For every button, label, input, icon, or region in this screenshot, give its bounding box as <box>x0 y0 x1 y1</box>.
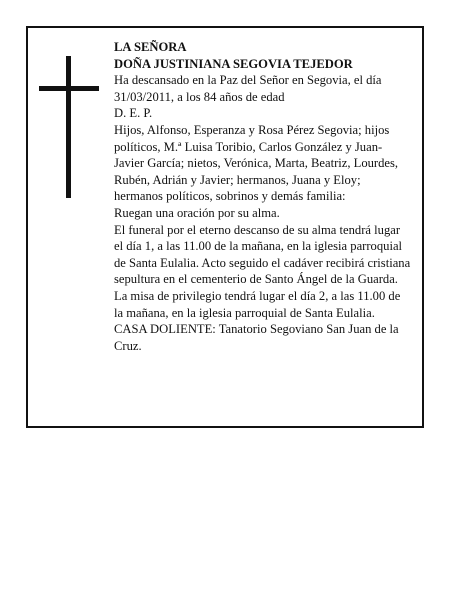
family-list: Hijos, Alfonso, Esperanza y Rosa Pérez Segovia; hijos políticos, M.ª Luisa Toribio, Carlos González y Juan-Javier García; nietos, Verónica, Marta, Beatriz, Lourdes, Rubén, Adrián y Javier; hermanos, Juana y Eloy; hermanos políticos, sobrinos y demás familia: <box>114 122 399 204</box>
prayer-request: Ruegan una oración por su alma. <box>114 205 280 220</box>
funeral-info: El funeral por el eterno descanso de su alma tendrá lugar el día 1, a las 11.00 de la mañana, en la iglesia parroquial de Santa Eulalia. Acto seguido el cadáver recibirá cristiana sepultura en el cementerio de Santo Ángel de la Guarda. <box>114 222 411 287</box>
death-notice: Ha descansado en la Paz del Señor en Segovia, el día 31/03/2011, a los 84 años de edad <box>114 73 382 104</box>
header-title: LA SEÑORA <box>114 40 187 54</box>
deceased-name: DOÑA JUSTINIANA SEGOVIA TEJEDOR <box>114 56 353 71</box>
cross-vertical-bar <box>66 56 71 198</box>
cross-horizontal-bar <box>39 86 99 91</box>
obituary-text <box>114 39 412 354</box>
rip-line: D. E. P. <box>114 106 153 121</box>
mass-info: La misa de privilegio tendrá lugar el día 2, a las 11.00 de la mañana, en la iglesia parroquial de Santa Eulalia. <box>114 288 401 320</box>
mourning-house: CASA DOLIENTE: Tanatorio Segoviano San Juan de la Cruz. <box>114 322 399 353</box>
obituary-notice <box>26 26 424 428</box>
